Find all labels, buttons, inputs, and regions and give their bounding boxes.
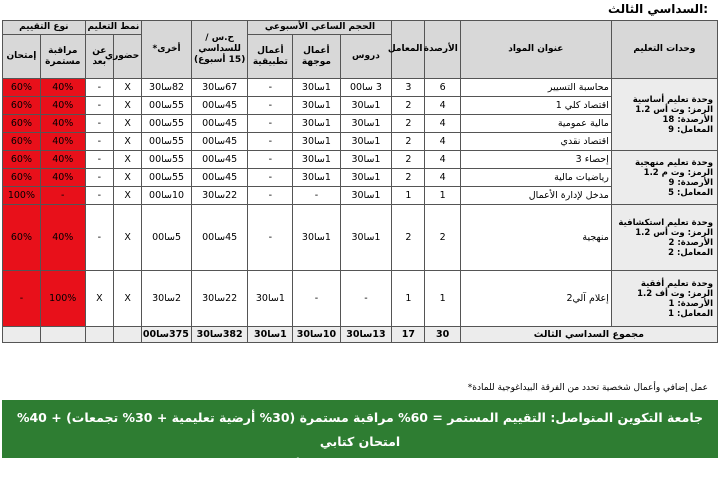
footnote: *عمل إضافي وأعمال شخصية تحدد من الفرقة البيداغوجية للمادة (467, 383, 708, 393)
cell-semester-hours: 45سا00 (191, 169, 248, 187)
header-mode: نمط التعليم (85, 21, 142, 35)
cell-credits: 4 (425, 115, 460, 133)
unit-cell (611, 79, 717, 151)
cell-coef: 1 (392, 271, 425, 327)
cell-subject: محاسبة التسيير (460, 79, 611, 97)
table-row (3, 205, 718, 271)
cell-tutorial: - (293, 271, 340, 327)
cell-remote: - (85, 79, 113, 97)
unit-code: الرمز: وت أس 1.2 (635, 227, 713, 238)
cell-exam: 60% (3, 205, 41, 271)
cell-coef: 2 (392, 205, 425, 271)
header-coef: المعامل (392, 21, 425, 79)
cell-coef: 2 (392, 115, 425, 133)
cell-continuous: 40% (40, 151, 85, 169)
table-row (3, 187, 718, 205)
cell-subject: مالية عمومية (460, 115, 611, 133)
total-label: مجموع السداسي الثالث (460, 327, 717, 343)
cell-semester-hours: 45سا00 (191, 133, 248, 151)
total-sem: 382سا30 (191, 327, 248, 343)
cell-practical: 1سا30 (248, 271, 293, 327)
header-remote: عن بعد (85, 35, 113, 79)
cell-credits: 6 (425, 79, 460, 97)
header-weekly: الحجم الساعي الأسبوعي (248, 21, 392, 35)
cell-coef: 1 (392, 187, 425, 205)
unit-cell (611, 205, 717, 271)
unit-code: الرمز: وت أف 1.2 (637, 288, 713, 299)
cell-presence: X (113, 115, 141, 133)
cell-tutorial: - (293, 187, 340, 205)
table-row (3, 133, 718, 151)
unit-coef: المعامل: 1 (668, 308, 713, 319)
cell-exam: 60% (3, 151, 41, 169)
cell-lecture: 1سا30 (340, 169, 392, 187)
header-eval: نوع التقييم (3, 21, 86, 35)
unit-name: وحدة تعليم منهجية (635, 157, 713, 168)
total-empty (85, 327, 113, 343)
cell-semester-hours: 45سا00 (191, 205, 248, 271)
cell-lecture: 1سا30 (340, 133, 392, 151)
cell-practical: - (248, 79, 293, 97)
cell-lecture: 1سا30 (340, 187, 392, 205)
cell-presence: X (113, 133, 141, 151)
cell-coef: 2 (392, 151, 425, 169)
cell-tutorial: 1سا30 (293, 151, 340, 169)
cell-credits: 4 (425, 169, 460, 187)
table-row (3, 271, 718, 327)
cell-exam: 60% (3, 97, 41, 115)
header-semester-hours: ح.س / للسداسي (15 أسبوع) (191, 21, 248, 79)
cell-subject: إحصاء 3 (460, 151, 611, 169)
cell-lecture: 1سا30 (340, 205, 392, 271)
cell-remote: - (85, 205, 113, 271)
cell-semester-hours: 22سا30 (191, 187, 248, 205)
cell-tutorial: 1سا30 (293, 79, 340, 97)
cell-semester-hours: 45سا00 (191, 97, 248, 115)
cell-practical: - (248, 97, 293, 115)
header-other: أخرى* (142, 21, 192, 79)
unit-cell (611, 271, 717, 327)
cell-presence: X (113, 79, 141, 97)
cell-practical: - (248, 115, 293, 133)
cell-semester-hours: 45سا00 (191, 151, 248, 169)
unit-credits: الأرصدة: 9 (668, 177, 713, 188)
cell-presence: X (113, 271, 141, 327)
unit-credits: الأرصدة: 2 (668, 237, 713, 248)
cell-presence: X (113, 187, 141, 205)
semester-title: السداسي الثالث: (607, 2, 708, 16)
cell-credits: 1 (425, 271, 460, 327)
header-lecture: دروس (340, 35, 392, 79)
cell-lecture: 3 سا00 (340, 79, 392, 97)
cell-credits: 2 (425, 205, 460, 271)
cell-presence: X (113, 151, 141, 169)
cell-semester-hours: 22سا30 (191, 271, 248, 327)
total-row (3, 327, 718, 343)
cell-presence: X (113, 97, 141, 115)
cell-tutorial: 1سا30 (293, 97, 340, 115)
total-empty (113, 327, 141, 343)
table-row (3, 115, 718, 133)
cell-tutorial: 1سا30 (293, 115, 340, 133)
total-lecture: 13سا30 (340, 327, 392, 343)
header-units: وحدات التعليم (611, 21, 717, 79)
cell-coef: 2 (392, 169, 425, 187)
cell-remote: - (85, 97, 113, 115)
table-row (3, 169, 718, 187)
cell-tutorial: 1سا30 (293, 133, 340, 151)
cell-continuous: 40% (40, 115, 85, 133)
cell-continuous: - (40, 187, 85, 205)
cell-other: 55سا00 (142, 169, 192, 187)
cell-continuous: 40% (40, 79, 85, 97)
unit-code: الرمز: وت أس 1.2 (635, 104, 713, 115)
cell-exam: 60% (3, 79, 41, 97)
total-empty (40, 327, 85, 343)
unit-name: وحدة تعليم استكشافية (618, 217, 713, 228)
cell-other: 82سا30 (142, 79, 192, 97)
cell-semester-hours: 67سا30 (191, 79, 248, 97)
cell-subject: رياضيات مالية (460, 169, 611, 187)
header-presence: حضوري (113, 35, 141, 79)
cell-other: 55سا00 (142, 115, 192, 133)
cell-other: 55سا00 (142, 97, 192, 115)
cell-remote: - (85, 187, 113, 205)
cell-remote: - (85, 133, 113, 151)
total-empty (3, 327, 41, 343)
cell-lecture: 1سا30 (340, 115, 392, 133)
total-coef: 17 (392, 327, 425, 343)
cell-practical: - (248, 187, 293, 205)
cell-subject: منهجية (460, 205, 611, 271)
total-tutorial: 10سا30 (293, 327, 340, 343)
cell-remote: - (85, 169, 113, 187)
cell-continuous: 40% (40, 169, 85, 187)
cell-continuous: 100% (40, 271, 85, 327)
table-row (3, 79, 718, 97)
unit-name: وحدة تعليم أفقية (640, 278, 713, 289)
total-practical: 1سا30 (248, 327, 293, 343)
cell-exam: 60% (3, 115, 41, 133)
cell-credits: 4 (425, 97, 460, 115)
table-row (3, 97, 718, 115)
cell-credits: 4 (425, 151, 460, 169)
cell-presence: X (113, 205, 141, 271)
cell-other: 10سا00 (142, 187, 192, 205)
cell-subject: اقتصاد نقدي (460, 133, 611, 151)
unit-name: وحدة تعليم أساسية (632, 94, 713, 105)
cell-practical: - (248, 205, 293, 271)
cell-practical: - (248, 133, 293, 151)
unit-cell (611, 151, 717, 205)
cell-remote: - (85, 115, 113, 133)
cell-lecture: 1سا30 (340, 151, 392, 169)
cell-subject: إعلام آلي2 (460, 271, 611, 327)
table-row (3, 151, 718, 169)
unit-coef: المعامل: 5 (668, 187, 713, 198)
cell-other: 5سا00 (142, 205, 192, 271)
cell-credits: 1 (425, 187, 460, 205)
cell-credits: 4 (425, 133, 460, 151)
header-credits: الأرصدة (425, 21, 460, 79)
unit-credits: الأرصدة: 18 (662, 114, 713, 125)
cell-continuous: 40% (40, 97, 85, 115)
total-credits: 30 (425, 327, 460, 343)
cell-subject: اقتصاد كلي 1 (460, 97, 611, 115)
banner-line-2: المواد غير الأساسية وغير التقنية 60% مراقبة مستمرة (أرضية تعليمية) + 40% امتحان كتابي (76, 458, 644, 473)
cell-exam: 100% (3, 187, 41, 205)
cell-practical: - (248, 169, 293, 187)
cell-exam: - (3, 271, 41, 327)
cell-practical: - (248, 151, 293, 169)
header-tutorial: أعمال موجهة (293, 35, 340, 79)
unit-coef: المعامل: 9 (668, 124, 713, 135)
header-subject: عنوان المواد (460, 21, 611, 79)
banner-line-1: جامعة التكوين المتواصل: التقييم المستمر = 60% مراقبة مستمرة (30% أرضية تعليمية + 30% تجمعات) + 40% امتحان كتابي (16, 410, 704, 449)
cell-remote: - (85, 151, 113, 169)
cell-continuous: 40% (40, 205, 85, 271)
cell-other: 55سا00 (142, 133, 192, 151)
cell-lecture: 1سا30 (340, 97, 392, 115)
cell-coef: 2 (392, 97, 425, 115)
cell-other: 2سا30 (142, 271, 192, 327)
header-exam: إمتحان (3, 35, 41, 79)
cell-subject: مدخل لإدارة الأعمال (460, 187, 611, 205)
cell-remote: X (85, 271, 113, 327)
header-practical: أعمال تطبيقية (248, 35, 293, 79)
header-continuous: مراقبة مستمرة (40, 35, 85, 79)
unit-coef: المعامل: 2 (668, 247, 713, 258)
cell-coef: 2 (392, 133, 425, 151)
cell-semester-hours: 45سا00 (191, 115, 248, 133)
cell-presence: X (113, 169, 141, 187)
cell-coef: 3 (392, 79, 425, 97)
evaluation-banner (2, 400, 718, 473)
cell-tutorial: 1سا30 (293, 205, 340, 271)
unit-credits: الأرصدة: 1 (668, 298, 713, 309)
cell-other: 55سا00 (142, 151, 192, 169)
cell-exam: 60% (3, 133, 41, 151)
cell-continuous: 40% (40, 133, 85, 151)
total-other: 375سا00 (142, 327, 192, 343)
cell-lecture: - (340, 271, 392, 327)
unit-code: الرمز: وت م 1.2 (643, 167, 713, 178)
cell-exam: 60% (3, 169, 41, 187)
curriculum-table (2, 20, 718, 343)
cell-tutorial: 1سا30 (293, 169, 340, 187)
